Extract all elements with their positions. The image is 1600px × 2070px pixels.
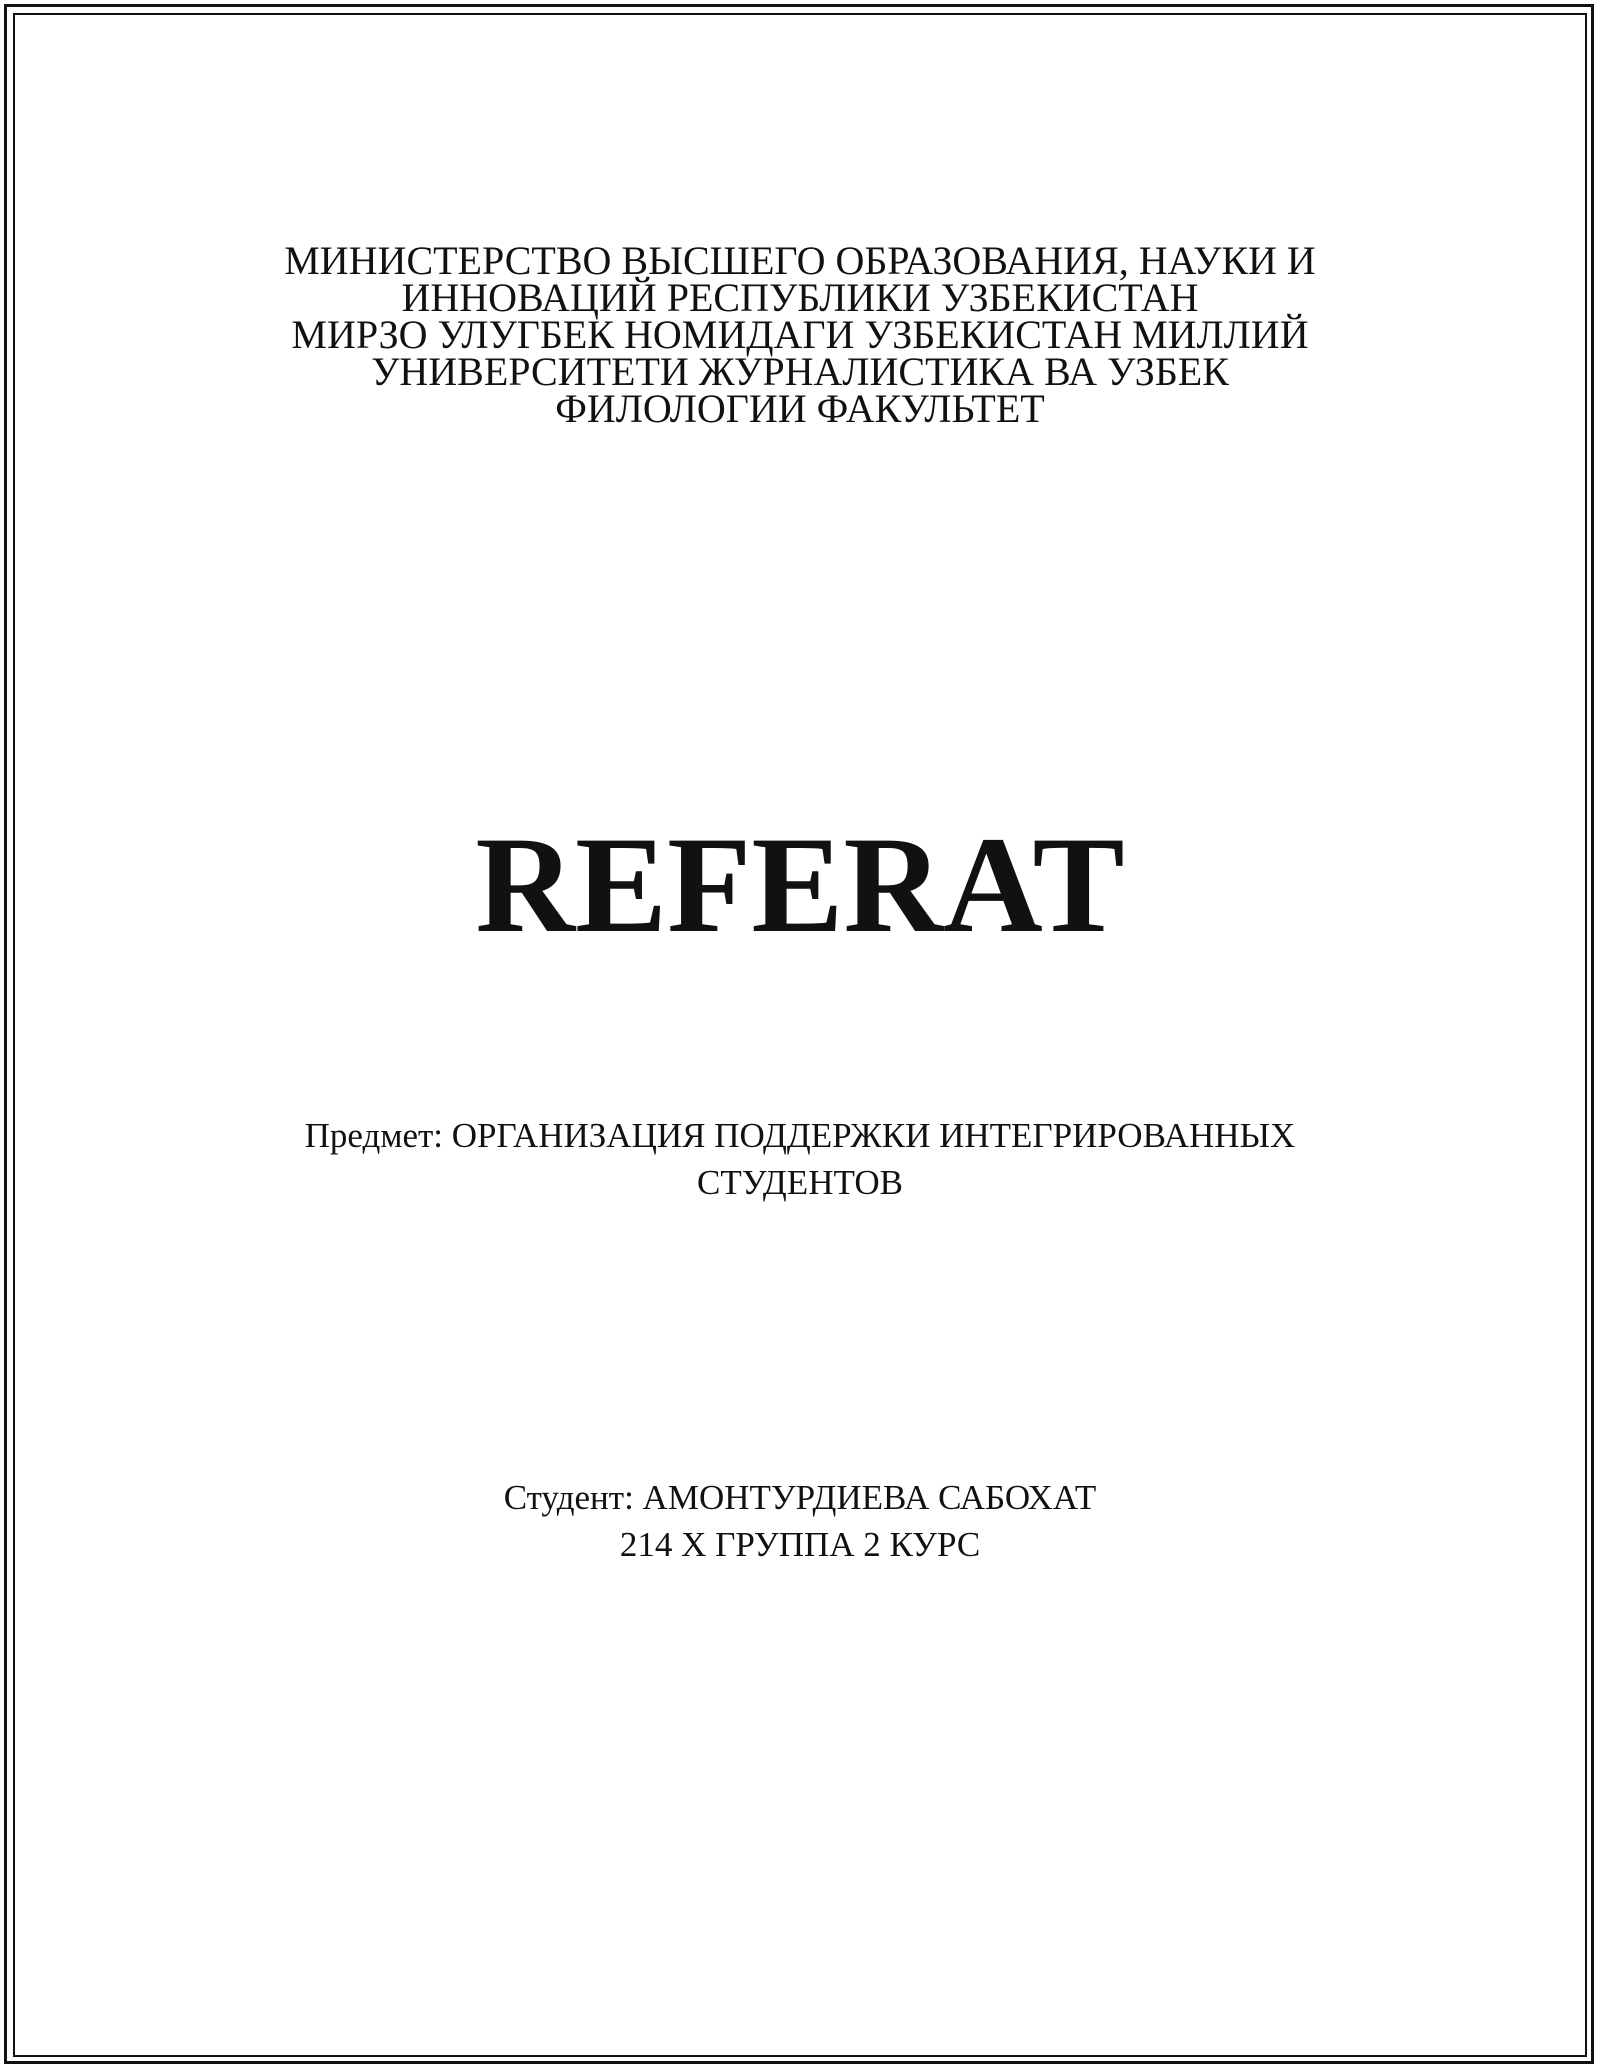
student-info <box>0 1474 1600 1568</box>
student-group-line: 214 Х ГРУППА 2 КУРС <box>619 1525 981 1564</box>
subject-line-2: СТУДЕНТОВ <box>696 1163 904 1202</box>
header-line-4: УНИВЕРСИТЕТИ ЖУРНАЛИСТИКА ВА УЗБЕК <box>371 349 1229 394</box>
header-line-2: ИННОВАЦИЙ РЕСПУБЛИКИ УЗБЕКИСТАН <box>401 275 1199 320</box>
header-line-3: МИРЗО УЛУГБЕК НОМИДАГИ УЗБЕКИСТАН МИЛЛИЙ <box>291 312 1309 357</box>
document-title: REFERAT <box>475 808 1125 961</box>
subject-info <box>0 1112 1600 1206</box>
student-name-line: Студент: АМОНТУРДИЕВА САБОХАТ <box>503 1478 1097 1517</box>
header-line-5: ФИЛОЛОГИИ ФАКУЛЬТЕТ <box>555 386 1045 431</box>
subject-line-1: Предмет: ОРГАНИЗАЦИЯ ПОДДЕРЖКИ ИНТЕГРИРОВАННЫХ <box>304 1116 1296 1155</box>
institution-header <box>0 238 1600 431</box>
header-line-1: МИНИСТЕРСТВО ВЫСШЕГО ОБРАЗОВАНИЯ, НАУКИ И <box>284 238 1316 283</box>
